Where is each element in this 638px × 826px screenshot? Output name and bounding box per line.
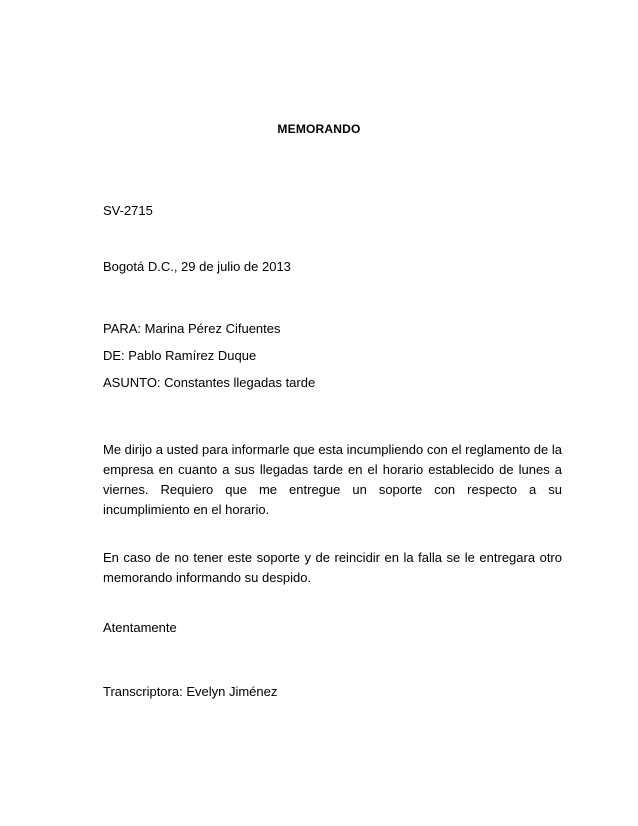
memo-from: DE: Pablo Ramírez Duque: [103, 348, 257, 363]
memo-to: PARA: Marina Pérez Cifuentes: [103, 321, 281, 336]
memo-place-date: Bogotá D.C., 29 de julio de 2013: [103, 259, 291, 274]
memo-body-paragraph-2: En caso de no tener este soporte y de reincidir en la falla se le entregara otro memorando informando su despido.: [103, 550, 562, 585]
memo-body-paragraph-1: Me dirijo a usted para informarle que esta incumpliendo con el reglamento de la empresa en cuanto a sus llegadas tarde en el horario establecido de lunes a viernes. Requiero que me entregue un soporte con respecto a su incumplimiento en el horario.: [103, 442, 562, 517]
memo-reference: SV-2715: [103, 203, 153, 218]
memo-closing: Atentamente: [103, 620, 177, 635]
memo-title: MEMORANDO: [277, 122, 361, 136]
memo-subject: ASUNTO: Constantes llegadas tarde: [103, 375, 316, 390]
memo-transcriber: Transcriptora: Evelyn Jiménez: [103, 684, 278, 699]
